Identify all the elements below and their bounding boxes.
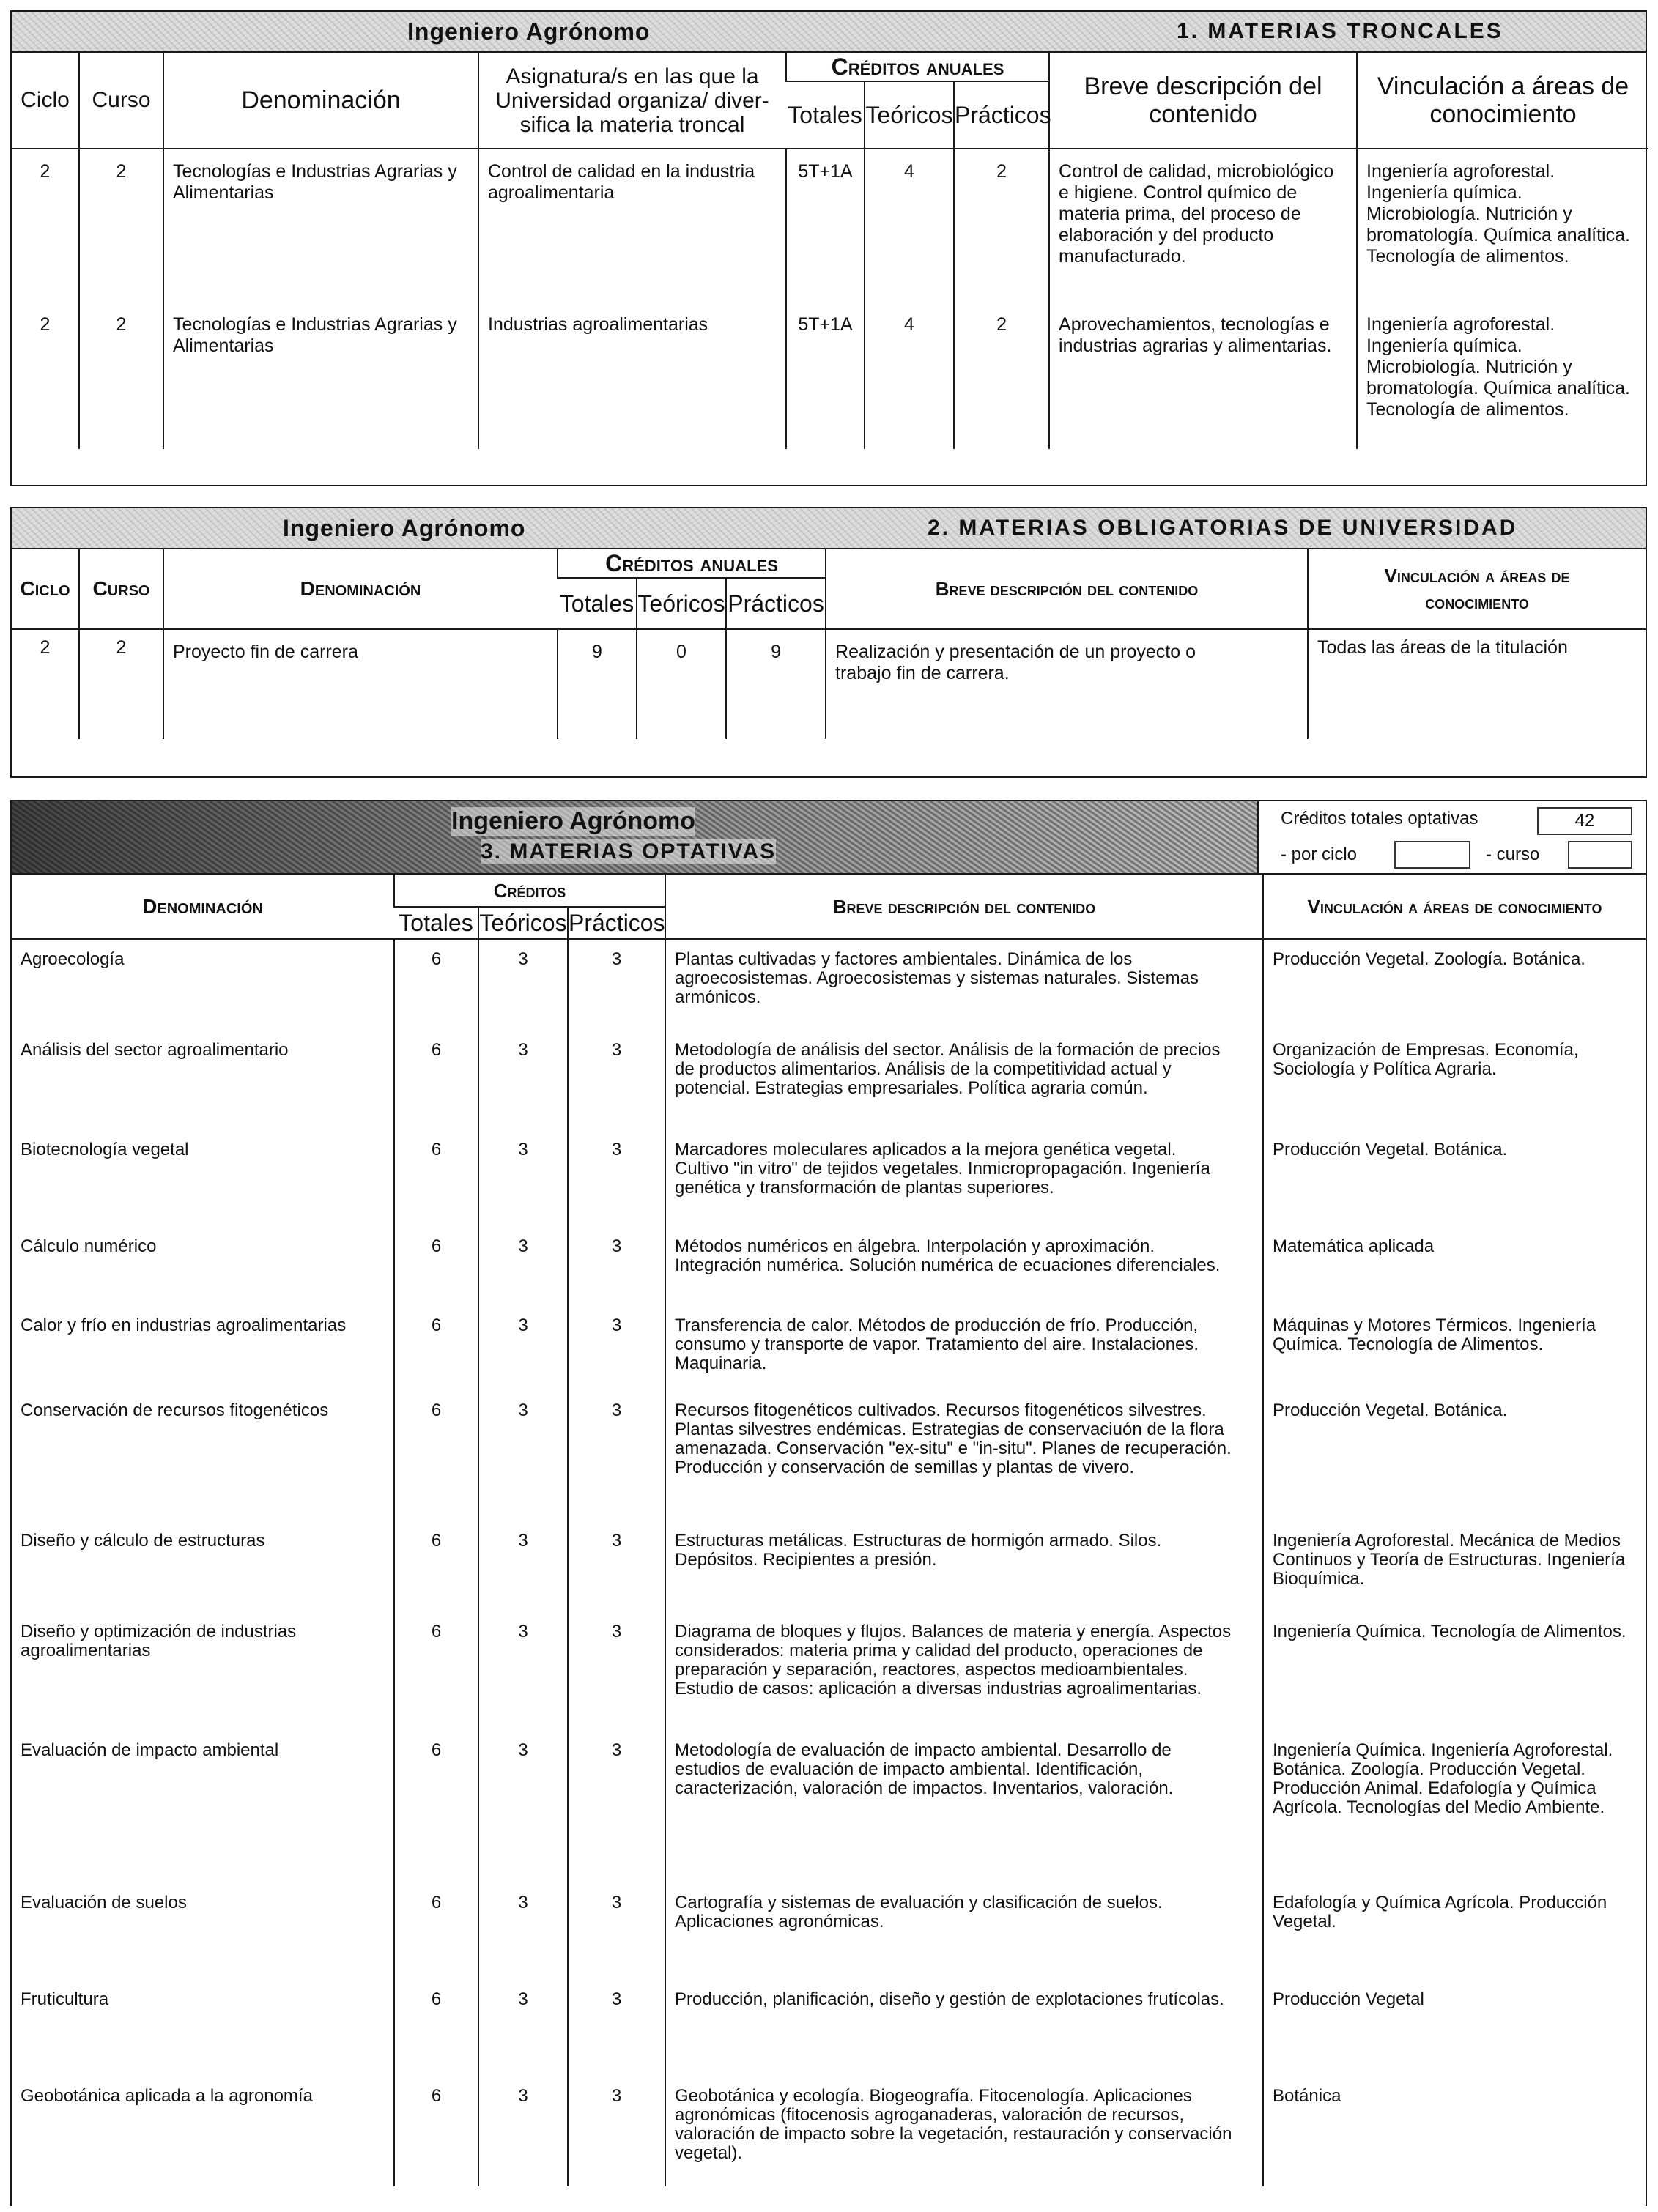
section-materias-troncales [10,10,1647,486]
totales-cell: 6 [394,1521,478,1612]
denominacion-cell: Biotecnología vegetal [21,1140,189,1159]
vinculacion-cell: Producción Vegetal. Botánica. [1263,1391,1646,1521]
teoricos-cell: 3 [478,1883,568,1980]
denominacion-cell: Proyecto fin de carrera [163,629,558,739]
vinculacion-cell: Matemática aplicada [1263,1227,1646,1306]
practicos-cell: 2 [954,149,1049,303]
teoricos-cell: 3 [478,1306,568,1391]
col-ciclo: Ciclo [12,549,79,629]
descripcion-cell: Metodología de análisis del sector. Análisis de la formación de precios de productos alimentarios. Análisis de la competitividad actual y potencial. Estrategias empresariales. Política agraria común. [665,1031,1263,1130]
asignatura-cell: Industrias agroalimentarias [478,303,786,449]
optativas-body [12,939,1646,2186]
table-row [12,629,1646,739]
table-row [12,939,1646,1031]
col-descripcion: Breve descripción del contenido [826,549,1308,629]
curso-cell: 2 [79,149,163,303]
practicos-cell: 3 [568,1227,665,1306]
practicos-cell: 3 [568,1130,665,1227]
col-teoricos: Teóricos [865,81,954,149]
vinculacion-cell: Edafología y Química Agrícola. Producción Vegetal. [1263,1883,1646,1980]
totales-cell: 6 [394,1612,478,1731]
table-row [12,1980,1646,2076]
col-creditos-anuales: Créditos anuales [786,53,1049,81]
descripcion-cell: Control de calidad, microbiológico e higiene. Control químico de materia prima, del proceso de elaboración y del producto manufacturado. [1049,149,1357,303]
vinculacion-cell: Organización de Empresas. Economía, Sociología y Política Agraria. [1263,1031,1646,1130]
col-totales: Totales [394,907,478,939]
totales-cell: 6 [394,1130,478,1227]
vinculacion-cell: Ingeniería Química. Ingeniería Agroforestal. Botánica. Zoología. Producción Vegetal. Producción Animal. Edafología y Química Agrícola. Tecnologías del Medio Ambiente. [1263,1731,1646,1883]
table-row [12,303,1648,449]
table-row [12,1227,1646,1306]
table-row [12,1031,1646,1130]
troncales-table [12,53,1648,449]
por-ciclo-label: - por ciclo [1281,845,1358,864]
curso-field[interactable] [1568,841,1632,869]
teoricos-cell: 3 [478,1612,568,1731]
vinculacion-cell: Ingeniería agroforestal. Ingeniería química. Microbiología. Nutrición y bromatología. Química analítica. Tecnología de alimentos. [1357,303,1648,449]
por-ciclo-field[interactable] [1394,841,1470,869]
descripcion-cell: Cartografía y sistemas de evaluación y clasificación de suelos. Aplicaciones agronómicas. [665,1883,1263,1980]
descripcion-cell: Plantas cultivadas y factores ambientales. Dinámica de los agroecosistemas. Agroecosistemas y sistemas naturales. Sistemas armónicos. [665,939,1263,1031]
col-denominacion: Denominación [163,53,478,149]
table-row [12,1612,1646,1731]
curso-cell: 2 [79,303,163,449]
totales-cell: 5T+1A [786,149,865,303]
practicos-cell: 3 [568,1031,665,1130]
descripcion-cell: Marcadores moleculares aplicados a la mejora genética vegetal. Cultivo "in vitro" de tejidos vegetales. Inmicropropagación. Ingeniería genética y transformación de plantas superiores. [665,1130,1263,1227]
col-teoricos: Teóricos [637,578,726,629]
table-row [12,1391,1646,1521]
col-totales: Totales [786,81,865,149]
table-row [12,1130,1646,1227]
descripcion-cell: Recursos fitogenéticos cultivados. Recursos fitogenéticos silvestres. Plantas silvestres endémicas. Estrategias de conservaciuón de la flora amenazada. Conservación "ex-situ" e "in-situ". Planes de recuperación. Producción y conservación de semillas y plantas de vivero. [665,1391,1263,1521]
table-row [12,149,1648,303]
denominacion-cell: Fruticultura [21,1989,109,2009]
table-row [12,1731,1646,1883]
teoricos-cell: 3 [478,1980,568,2076]
obligatorias-table [12,549,1646,739]
descripcion-cell: Producción, planificación, diseño y gestión de explotaciones frutícolas. [665,1980,1263,2076]
denominacion-cell: Calor y frío en industrias agroalimentarias [21,1315,347,1335]
practicos-cell: 3 [568,1612,665,1731]
curso-cell: 2 [79,629,163,739]
descripcion-cell: Métodos numéricos en álgebra. Interpolación y aproximación. Integración numérica. Solución numérica de ecuaciones diferenciales. [665,1227,1263,1306]
col-practicos: Prácticos [568,907,665,939]
denominacion-cell: Cálculo numérico [21,1236,157,1256]
totales-cell: 6 [394,1306,478,1391]
teoricos-cell: 4 [865,149,954,303]
totales-cell: 9 [558,629,637,739]
denominacion-cell: Agroecología [21,949,125,969]
section-materias-obligatorias [10,507,1647,778]
teoricos-cell: 3 [478,1521,568,1612]
descripcion-cell: Realización y presentación de un proyecto o trabajo fin de carrera. [826,629,1308,739]
denominacion-cell: Evaluación de impacto ambiental [21,1740,279,1760]
teoricos-cell: 3 [478,1227,568,1306]
vinculacion-cell: Producción Vegetal [1263,1980,1646,2076]
descripcion-cell: Diagrama de bloques y flujos. Balances de materia y energía. Aspectos considerados: materia prima y calidad del producto, operaciones de preparación y separación, reactores, aspectos medioambientales. Estudio de casos: aplicación a diversas industrias agroalimentarias. [665,1612,1263,1731]
totales-cell: 6 [394,1227,478,1306]
col-vinculacion: Vinculación a áreas de conocimiento [1357,53,1648,149]
degree-title: Ingeniero Agrónomo [407,18,651,45]
teoricos-cell: 3 [478,1031,568,1130]
practicos-cell: 9 [726,629,826,739]
col-teoricos: Teóricos [478,907,568,939]
practicos-cell: 2 [954,303,1049,449]
degree-title: Ingeniero Agrónomo [451,807,696,835]
descripcion-cell: Transferencia de calor. Métodos de producción de frío. Producción, consumo y transporte de vapor. Tratamiento del aire. Instalaciones. Maquinaria. [665,1306,1263,1391]
vinculacion-cell: Ingeniería Química. Tecnología de Alimentos. [1263,1612,1646,1731]
table-row [12,1883,1646,1980]
col-curso: Curso [79,53,163,149]
degree-title: Ingeniero Agrónomo [283,515,526,541]
ciclo-cell: 2 [40,314,51,335]
totales-cell: 6 [394,1031,478,1130]
creditos-totales-label: Créditos totales optativas [1281,809,1478,828]
practicos-cell: 3 [568,1883,665,1980]
col-practicos: Prácticos [726,578,826,629]
section-header [12,12,1646,53]
col-ciclo: Ciclo [12,53,79,149]
totales-cell: 6 [394,1883,478,1980]
col-asignatura: Asignatura/s en las que la Universidad organiza/ diver-sifica la materia troncal [478,53,786,149]
denominacion-cell: Tecnologías e Industrias Agrarias y Alimentarias [163,149,478,303]
descripcion-cell: Estructuras metálicas. Estructuras de hormigón armado. Silos. Depósitos. Recipientes a presión. [665,1521,1263,1612]
section-header [12,801,1646,875]
descripcion-cell: Aprovechamientos, tecnologías e industrias agrarias y alimentarias. [1049,303,1357,449]
totales-cell: 6 [394,939,478,1031]
practicos-cell: 3 [568,1391,665,1521]
vinculacion-cell: Producción Vegetal. Zoología. Botánica. [1263,939,1646,1031]
teoricos-cell: 3 [478,2076,568,2186]
practicos-cell: 3 [568,1980,665,2076]
totales-cell: 6 [394,1391,478,1521]
teoricos-cell: 3 [478,1731,568,1883]
practicos-cell: 3 [568,939,665,1031]
vinculacion-cell: Todas las áreas de la titulación [1308,629,1646,739]
denominacion-cell: Evaluación de suelos [21,1893,187,1912]
teoricos-cell: 3 [478,939,568,1031]
table-row [12,1306,1646,1391]
vinculacion-cell: Ingeniería Agroforestal. Mecánica de Medios Continuos y Teoría de Estructuras. Ingeniería Bioquímica. [1263,1521,1646,1612]
denominacion-cell: Análisis del sector agroalimentario [21,1040,289,1060]
section-title: 1. MATERIAS TRONCALES [1177,19,1503,43]
totales-cell: 6 [394,1980,478,2076]
col-vinculacion: Vinculación a áreas de conocimiento [1308,549,1646,629]
col-creditos: Créditos [394,875,665,907]
table-row [12,1521,1646,1612]
denominacion-cell: Diseño y cálculo de estructuras [21,1531,265,1551]
totales-cell: 6 [394,1731,478,1883]
denominacion-cell: Diseño y optimización de industrias agroalimentarias [21,1622,297,1660]
descripcion-cell: Metodología de evaluación de impacto ambiental. Desarrollo de estudios de evaluación de impacto ambiental. Identificación, caracterización, valoración de impactos. Inventarios, valoración. [665,1731,1263,1883]
ciclo-cell: 2 [40,161,51,182]
ciclo-cell: 2 [40,637,51,658]
teoricos-cell: 0 [637,629,726,739]
asignatura-cell: Control de calidad en la industria agroalimentaria [478,149,786,303]
practicos-cell: 3 [568,1306,665,1391]
col-descripcion: Breve descripción del contenido [665,875,1263,939]
col-creditos-anuales: Créditos anuales [558,549,826,578]
totales-cell: 5T+1A [786,303,865,449]
totales-cell: 6 [394,2076,478,2186]
creditos-totales-block [1266,804,1640,872]
teoricos-cell: 3 [478,1130,568,1227]
teoricos-cell: 4 [865,303,954,449]
optativas-table [12,875,1646,2186]
vinculacion-cell: Ingeniería agroforestal. Ingeniería química. Microbiología. Nutrición y bromatología. Química analítica. Tecnología de alimentos. [1357,149,1648,303]
vinculacion-cell: Producción Vegetal. Botánica. [1263,1130,1646,1227]
col-vinculacion: Vinculación a áreas de conocimiento [1263,875,1646,939]
teoricos-cell: 3 [478,1391,568,1521]
denominacion-cell: Tecnologías e Industrias Agrarias y Alimentarias [163,303,478,449]
table-row [12,2076,1646,2186]
practicos-cell: 3 [568,1521,665,1612]
practicos-cell: 3 [568,2076,665,2186]
descripcion-cell: Geobotánica y ecología. Biogeografía. Fitocenología. Aplicaciones agronómicas (fitocenosis agroganaderas, valoración de recursos, valoración de impacto sobre la vegetación, restauración y conservación vegetal). [665,2076,1263,2186]
section-title: 2. MATERIAS OBLIGATORIAS DE UNIVERSIDAD [928,516,1518,540]
col-denominacion: Denominación [163,549,558,629]
vinculacion-cell: Máquinas y Motores Térmicos. Ingeniería Química. Tecnología de Alimentos. [1263,1306,1646,1391]
col-practicos: Prácticos [954,81,1049,149]
section-header [12,508,1646,549]
denominacion-cell: Geobotánica aplicada a la agronomía [21,2086,313,2106]
curso-label: - curso [1486,845,1540,864]
section-title: 3. MATERIAS OPTATIVAS [481,839,777,864]
col-descripcion: Breve descripción del contenido [1049,53,1357,149]
denominacion-cell: Conservación de recursos fitogenéticos [21,1400,329,1420]
optativas-title-band [12,801,1259,873]
vinculacion-cell: Botánica [1263,2076,1646,2186]
practicos-cell: 3 [568,1731,665,1883]
col-curso: Curso [79,549,163,629]
col-denominacion: Denominación [12,875,394,939]
creditos-totales-field[interactable]: 42 [1537,807,1632,835]
col-totales: Totales [558,578,637,629]
section-materias-optativas [10,800,1647,2206]
